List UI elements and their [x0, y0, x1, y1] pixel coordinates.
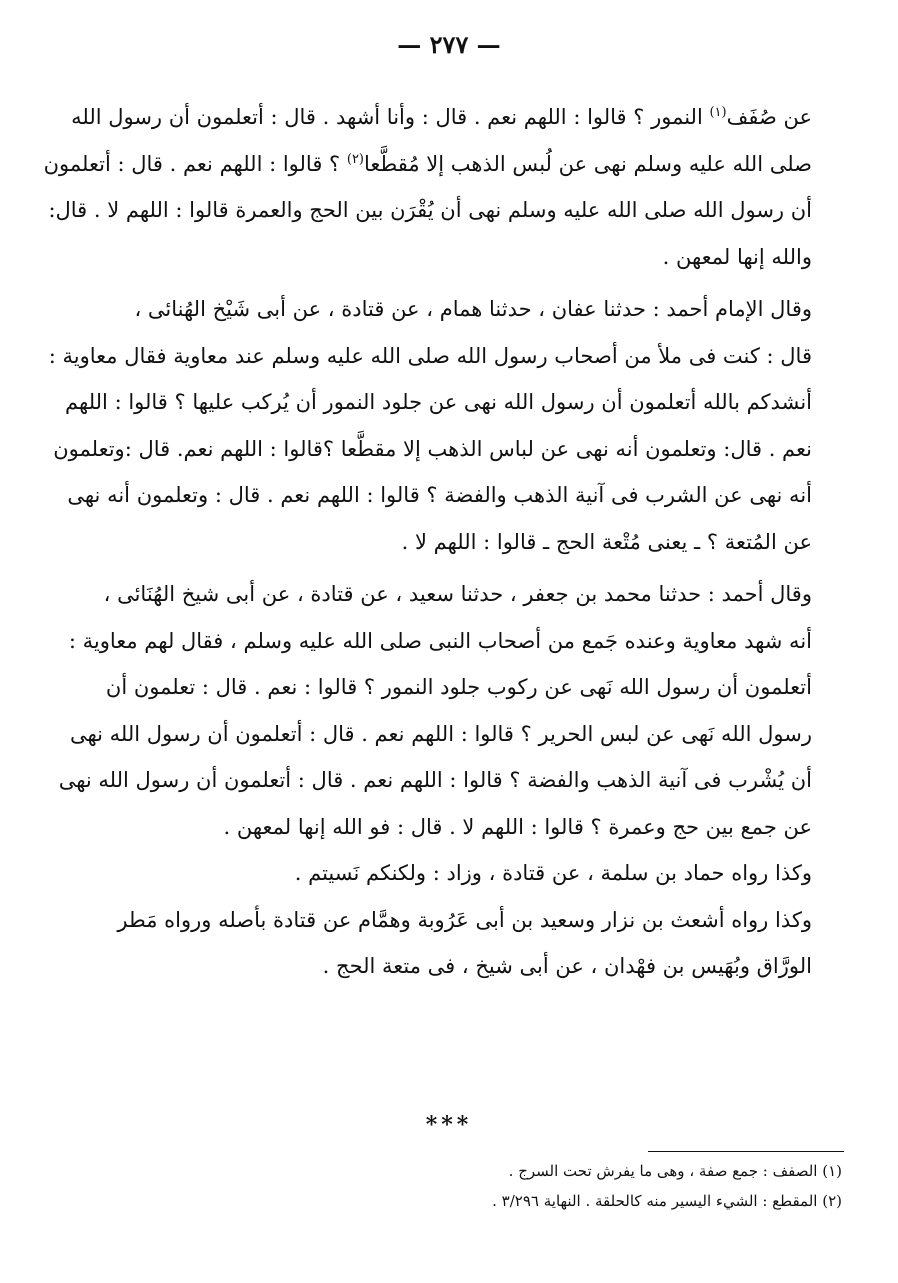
- section-separator: ***: [425, 1112, 473, 1138]
- text-line: الورَّاق وبُهَيس بن فهْدان ، عن أبى شيخ ، فى متعة الحج .: [322, 954, 812, 978]
- footnote-1: (١) الصفف : جمع صفة ، وهى ما يفرش تحت السرج .: [508, 1162, 842, 1180]
- text-line: صلى الله عليه وسلم نهى عن لُبس الذهب إلا مُقطَّعا$^{(٢)}$ ؟ قالوا : اللهم نعم . قال : أتعلمون: [43, 151, 812, 176]
- text-line: والله إنها لمعهن .: [662, 244, 812, 269]
- text-line: أنه نهى عن الشرب فى آنية الذهب والفضة ؟ قالوا : اللهم نعم . قال : وتعلمون أنه نهى: [67, 483, 812, 507]
- text-line: أتعلمون أن رسول الله نَهى عن ركوب جلود النمور ؟ قالوا : نعم . قال : تعلمون أن: [105, 675, 812, 699]
- paragraph-3: [58, 571, 812, 850]
- text-line: وقال أحمد : حدثنا محمد بن جعفر ، حدثنا سعيد ، عن قتادة ، عن أبى شيخ الهُنَائى ،: [103, 582, 812, 606]
- text-line: وقال الإمام أحمد : حدثنا عفان ، حدثنا همام ، عن قتادة ، عن أبى شَيْخ الهُنائى ،: [134, 297, 812, 321]
- text-line: قال : كنت فى ملأ من أصحاب رسول الله صلى الله عليه وسلم عند معاوية فقال معاوية :: [48, 343, 812, 368]
- paragraph-2: [48, 286, 812, 565]
- footnotes: [300, 1156, 842, 1216]
- footnote-2: (٢) المقطع : الشيء اليسير منه كالحلقة . النهاية ٣/٢٩٦ .: [492, 1192, 842, 1210]
- paragraph-4: [96, 850, 812, 897]
- footnote-ref-2: (٢): [346, 151, 364, 167]
- footnote-ref-1: (١): [709, 105, 727, 120]
- text-line: عن جمع بين حج وعمرة ؟ قالوا : اللهم لا . قال : فو الله إنها لمعهن .: [223, 814, 812, 839]
- paragraph-5: [96, 897, 812, 990]
- text-line: أن رسول الله صلى الله عليه وسلم نهى أن يُقْرَن بين الحج والعمرة قالوا : اللهم لا . قال:: [48, 198, 812, 222]
- text-line: وكذا رواه حماد بن سلمة ، عن قتادة ، وزاد : ولكنكم نَسيتم .: [294, 861, 812, 885]
- text-line: عن المُتعة ؟ ـ يعنى مُتْعة الحج ـ قالوا : اللهم لا .: [401, 529, 812, 554]
- text-line: عن صُفَف$^{(١)}$ النمور ؟ قالوا : اللهم نعم . قال : وأنا أشهد . قال : أتعلمون أن رسول الله: [71, 105, 812, 129]
- text-line: أنشدكم بالله أتعلمون أن رسول الله نهى عن جلود النمور أن يُركب عليها ؟ قالوا : اللهم: [65, 390, 812, 414]
- text-line: أن يُشْرب فى آنية الذهب والفضة ؟ قالوا : اللهم نعم . قال : أتعلمون أن رسول الله نهى: [58, 768, 812, 792]
- text-line: أنه شهد معاوية وعنده جَمع من أصحاب النبى صلى الله عليه وسلم ، فقال لهم معاوية :: [68, 628, 812, 653]
- text-line: رسول الله نَهى عن لبس الحرير ؟ قالوا : اللهم نعم . قال : أتعلمون أن رسول الله نهى: [69, 721, 812, 746]
- footnote-divider: [648, 1151, 844, 1152]
- text-line: نعم . قال: وتعلمون أنه نهى عن لباس الذهب إلا مقطَّعا ؟قالوا : اللهم نعم. قال :وتعلمون: [53, 436, 812, 461]
- page-number: — ٢٧٧ —: [397, 30, 501, 59]
- main-text: [43, 94, 812, 990]
- paragraph-1: [43, 94, 812, 280]
- text-line: وكذا رواه أشعث بن نزار وسعيد بن أبى عَرُوبة وهمَّام عن قتادة بأصله ورواه مَطر: [117, 907, 812, 932]
